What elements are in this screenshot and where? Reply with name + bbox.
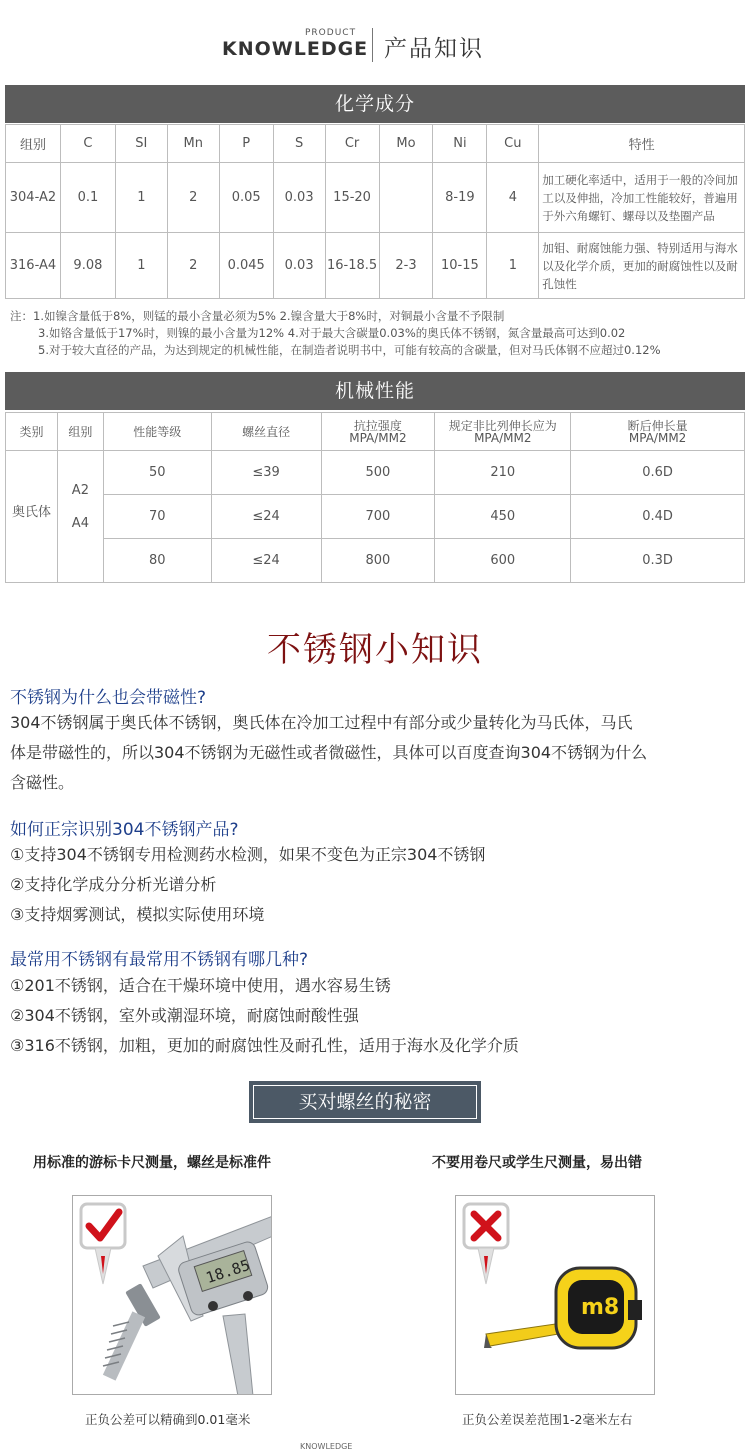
table-row (6, 233, 745, 299)
table-row (6, 163, 745, 233)
chem-col-header: Ni (433, 125, 487, 163)
mech-col-header (435, 413, 571, 451)
mech-category: 奥氏体 (6, 451, 58, 583)
chem-cell: 1 (115, 163, 167, 233)
chem-col-header: S (273, 125, 325, 163)
mech-header-unit: MPA/MM2 (628, 430, 687, 445)
chem-cell: 0.03 (273, 163, 325, 233)
tape-brand-mark: m8 (581, 1295, 620, 1320)
tape-illustration (456, 1196, 655, 1395)
mech-cell: ≤39 (211, 451, 321, 495)
mech-col-header: 螺丝直径 (211, 413, 321, 451)
mech-cell: 0.3D (571, 539, 745, 583)
footer-hint: KNOWLEDGE (300, 1442, 353, 1451)
chem-feature-cell: 加工硬化率适中，适用于一般的冷间加工以及伸拙，冷加工性能较好，普遍用于外六角螺钉、螺母以及垫圈产品 (539, 163, 745, 233)
chem-notes (10, 308, 661, 359)
table-row (6, 495, 745, 539)
cross-icon (464, 1204, 508, 1284)
check-icon (81, 1204, 125, 1284)
chem-col-header: Mn (167, 125, 219, 163)
right-note: 正负公差误差范围1-2毫米左右 (462, 1412, 633, 1427)
chem-col-header: Mo (379, 125, 433, 163)
question-types: 最常用不锈钢有最常用不锈钢有哪几种? (10, 950, 309, 970)
mech-table (5, 412, 745, 583)
chem-col-header: SI (115, 125, 167, 163)
mech-header-row (6, 413, 745, 451)
mech-cell: 800 (321, 539, 435, 583)
mech-cell: 70 (103, 495, 211, 539)
answer-line: ②支持化学成分分析光谱分析 (10, 875, 217, 894)
chem-cell: 0.1 (60, 163, 115, 233)
chem-cell: 2 (167, 233, 219, 299)
mech-cell: ≤24 (211, 539, 321, 583)
chem-cell: 0.05 (219, 163, 273, 233)
mech-col-header: 性能等级 (103, 413, 211, 451)
mech-cell: 210 (435, 451, 571, 495)
header-product-label: PRODUCT (305, 28, 357, 38)
mech-cell: 0.6D (571, 451, 745, 495)
mech-cell: ≤24 (211, 495, 321, 539)
header-knowledge-title: KNOWLEDGE (222, 38, 369, 60)
note-line: 注：1.如镍含量低于8%，则锰的最小含量必须为5% 2.镍含量大于8%时，对铜最小含量不予限制 (10, 309, 505, 323)
left-caption: 用标准的游标卡尺测量，螺丝是标准件 (33, 1155, 271, 1171)
mech-header-unit: MPA/MM2 (349, 430, 407, 445)
chem-cell: 2-3 (379, 233, 433, 299)
answer-line: ②304不锈钢，室外或潮湿环境，耐腐蚀耐酸性强 (10, 1006, 359, 1025)
mech-cell: 450 (435, 495, 571, 539)
chem-col-header: C (60, 125, 115, 163)
chem-cell: 15-20 (325, 163, 379, 233)
mech-header-line: 断后伸长量 (627, 418, 688, 433)
chem-col-header: 组别 (6, 125, 61, 163)
mech-col-header: 类别 (6, 413, 58, 451)
left-note: 正负公差可以精确到0.01毫米 (85, 1412, 251, 1427)
answer-line: ③支持烟雾测试，模拟实际使用环境 (10, 905, 265, 924)
mech-cell: 50 (103, 451, 211, 495)
chem-cell: 304-A2 (6, 163, 61, 233)
note-line: 3.如铬含量低于17%时，则镍的最小含量为12% 4.对于最大含碳量0.03%的奥氏体不锈钢，氮含量最高可达到0.02 (38, 326, 626, 340)
chem-col-header: Cu (487, 125, 539, 163)
chem-cell: 8-19 (433, 163, 487, 233)
mech-banner: 机械性能 (5, 372, 745, 410)
chem-cell: 316-A4 (6, 233, 61, 299)
chem-cell: 1 (487, 233, 539, 299)
chem-col-header: P (219, 125, 273, 163)
chem-cell: 9.08 (60, 233, 115, 299)
answer-line: 含磁性。 (10, 773, 75, 792)
mech-col-header: 组别 (57, 413, 103, 451)
caliper-photo (72, 1195, 272, 1395)
caliper-reading: 18.85 (203, 1255, 253, 1288)
tape-photo (455, 1195, 655, 1395)
question-magnetism: 不锈钢为什么也会带磁性? (10, 688, 207, 708)
mech-col-header (321, 413, 435, 451)
chem-table (5, 124, 745, 299)
answer-line: 304不锈钢属于奥氏体不锈钢，奥氏体在冷加工过程中有部分或少量转化为马氏体，马氏 (10, 713, 633, 732)
chem-cell: 0.03 (273, 233, 325, 299)
chem-cell: 0.045 (219, 233, 273, 299)
chem-cell (379, 163, 433, 233)
mech-header-line: 抗拉强度 (353, 418, 402, 433)
chem-feature-cell: 加钼、耐腐蚀能力强、特别适用与海水以及化学介质，更加的耐腐蚀性以及耐孔蚀性 (539, 233, 745, 299)
chem-header-row (6, 125, 745, 163)
chem-cell: 1 (115, 233, 167, 299)
answer-line: ①支持304不锈钢专用检测药水检测，如果不变色为正宗304不锈钢 (10, 845, 486, 864)
mech-cell: 0.4D (571, 495, 745, 539)
table-row (6, 539, 745, 583)
mech-cell: 500 (321, 451, 435, 495)
chem-cell: 10-15 (433, 233, 487, 299)
question-identify: 如何正宗识别304不锈钢产品? (10, 820, 239, 840)
mech-header-line: 规定非比列伸长应为 (448, 418, 557, 433)
header-divider (372, 28, 373, 62)
mech-group-a2: A2 (71, 483, 89, 498)
chem-cell: 2 (167, 163, 219, 233)
chem-banner: 化学成分 (5, 85, 745, 123)
knowledge-title: 不锈钢小知识 (267, 630, 483, 670)
answer-line: ③316不锈钢，加粗，更加的耐腐蚀性及耐孔性，适用于海水及化学介质 (10, 1036, 519, 1055)
mech-cell: 700 (321, 495, 435, 539)
chem-col-header: 特性 (539, 125, 745, 163)
page-header (0, 18, 750, 68)
header-cn-title: 产品知识 (384, 36, 484, 62)
table-row (6, 451, 745, 495)
mech-header-unit: MPA/MM2 (474, 430, 532, 445)
caliper-illustration (73, 1196, 272, 1395)
note-line: 5.对于较大直径的产品，为达到规定的机械性能，在制造者说明书中，可能有较高的含碳量，但对马氏体钢不应超过0.12% (38, 343, 661, 357)
chem-cell: 16-18.5 (325, 233, 379, 299)
chem-cell: 4 (487, 163, 539, 233)
mech-cell: 80 (103, 539, 211, 583)
mech-cell: 600 (435, 539, 571, 583)
secret-banner: 买对螺丝的秘密 (249, 1081, 481, 1123)
mech-group-a4: A4 (71, 516, 89, 531)
screw-icon (103, 1283, 161, 1380)
tape-measure-icon (484, 1268, 642, 1348)
chem-col-header: Cr (325, 125, 379, 163)
answer-line: 体是带磁性的，所以304不锈钢为无磁性或者微磁性，具体可以百度查询304不锈钢为什么 (10, 743, 648, 762)
answer-line: ①201不锈钢，适合在干燥环境中使用，遇水容易生锈 (10, 976, 391, 995)
caliper-icon (143, 1216, 272, 1395)
mech-group-cell (57, 451, 103, 583)
mech-col-header (571, 413, 745, 451)
right-caption: 不要用卷尺或学生尺测量，易出错 (432, 1155, 642, 1171)
